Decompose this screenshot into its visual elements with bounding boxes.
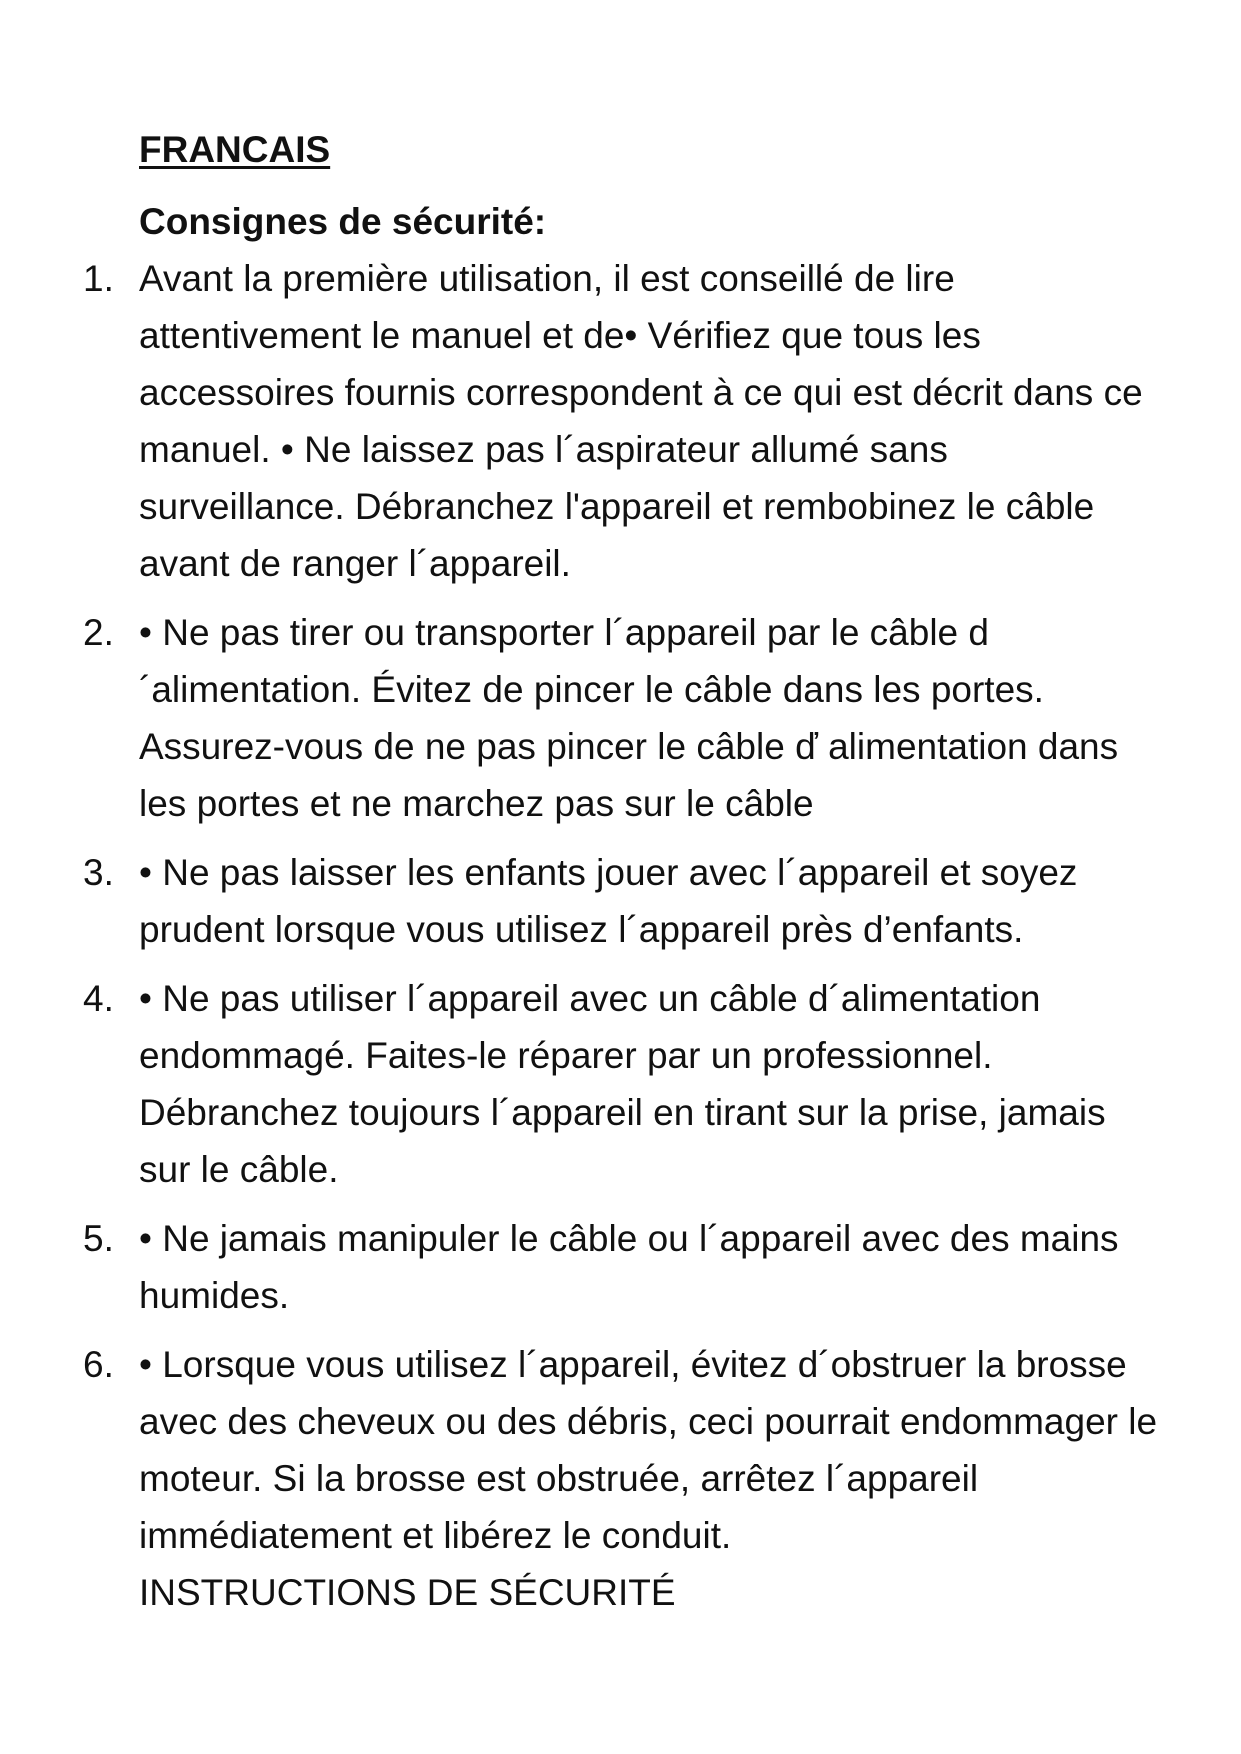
list-item-number: 2. xyxy=(83,612,114,653)
list-item xyxy=(83,844,1159,958)
list-item-number: 5. xyxy=(83,1218,114,1259)
list-item-text: • Ne pas utiliser l´appareil avec un câble d´alimentation endommagé. Faites-le réparer par un professionnel. Débranchez toujours l´appareil en tirant sur la prise, jamais sur le câble. xyxy=(139,978,1106,1190)
list-item-number: 1. xyxy=(83,258,114,299)
safety-instructions-list xyxy=(83,250,1159,1564)
list-item xyxy=(83,604,1159,832)
list-item-text: • Lorsque vous utilisez l´appareil, évitez d´obstruer la brosse avec des cheveux ou des débris, ceci pourrait endommager le moteur. Si la brosse est obstruée, arrêtez l´appareil immédiatement et libérez le conduit. xyxy=(139,1344,1158,1556)
footer-heading: INSTRUCTIONS DE SÉCURITÉ xyxy=(139,1572,676,1613)
section-heading: Consignes de sécurité: xyxy=(139,201,547,242)
list-item-number: 4. xyxy=(83,978,114,1019)
list-item xyxy=(83,250,1159,592)
list-item xyxy=(83,1336,1159,1564)
list-item-text: • Ne jamais manipuler le câble ou l´appareil avec des mains humides. xyxy=(139,1218,1119,1316)
document-content xyxy=(83,128,1159,1621)
list-item xyxy=(83,1210,1159,1324)
language-heading: FRANCAIS xyxy=(139,129,331,170)
list-item-text: Avant la première utilisation, il est conseillé de lire attentivement le manuel et de• Vérifiez que tous les accessoires fournis correspondent à ce qui est décrit dans ce manuel. • Ne laissez pas l´aspirateur allumé sans surveillance. Débranchez l'appareil et rembobinez le câble avant de ranger l´appareil. xyxy=(139,258,1143,584)
list-item-text: • Ne pas laisser les enfants jouer avec l´appareil et soyez prudent lorsque vous utilisez l´appareil près d’enfants. xyxy=(139,852,1078,950)
list-item-number: 6. xyxy=(83,1344,114,1385)
list-item xyxy=(83,970,1159,1198)
list-item-number: 3. xyxy=(83,852,114,893)
list-item-text: • Ne pas tirer ou transporter l´appareil par le câble d´alimentation. Évitez de pincer le câble dans les portes. Assurez-vous de ne pas pincer le câble ď alimentation dans les portes et ne marchez pas sur le câble xyxy=(139,612,1119,824)
